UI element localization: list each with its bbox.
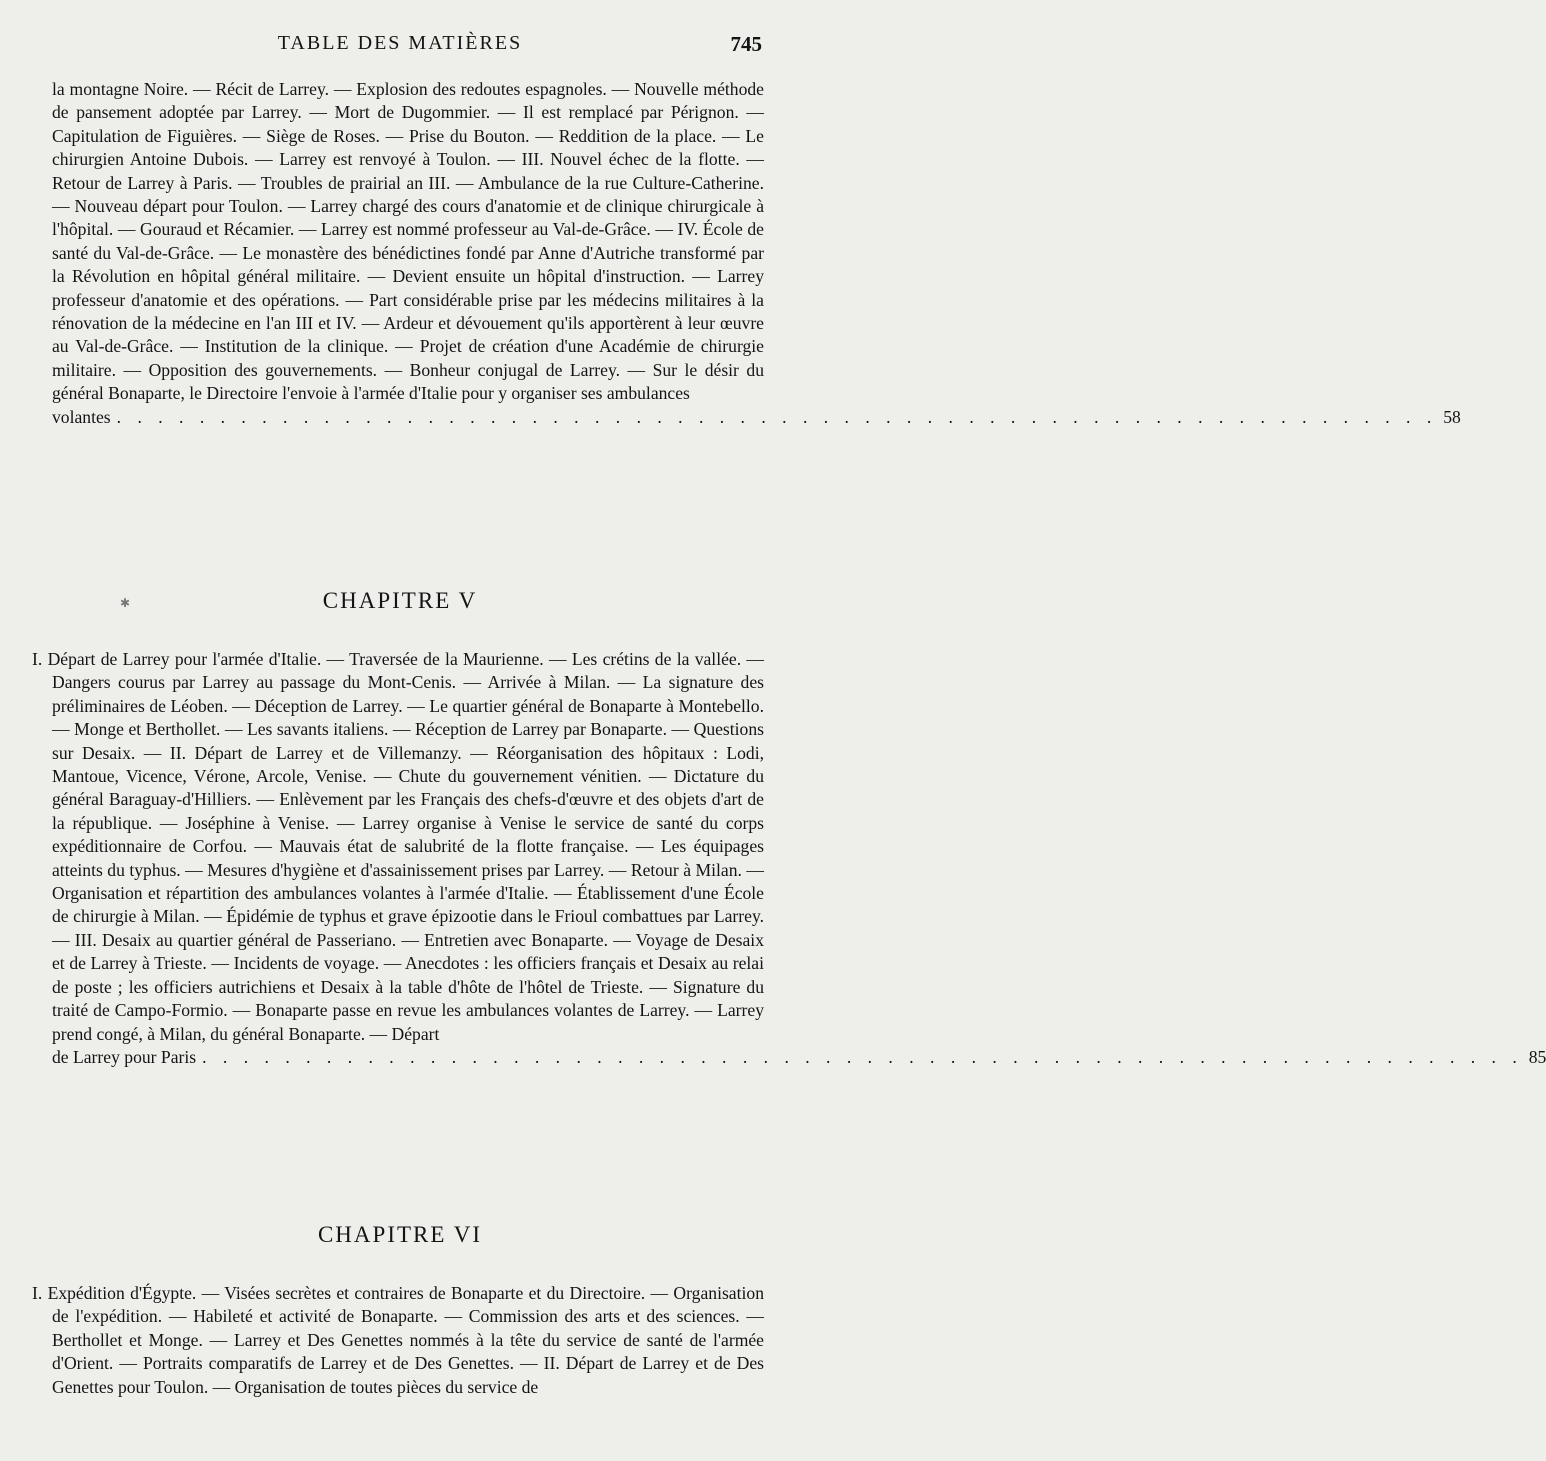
toc-entry-text: la montagne Noire. — Récit de Larrey. — Explosion des redoutes espagnoles. — Nouvelle méthode de pansement adoptée par Larrey. — Mort de Dugommier. — Il est remplacé par Pérignon. — Capitulation de Figuières. — Siège de Roses. — Prise du Bouton. — Reddition de la place. — Le chirurgien Antoine Dubois. — Larrey est renvoyé à Toulon. — III. Nouvel échec de la flotte. — Retour de Larrey à Paris. — Troubles de prairial an III. — Ambulance de la rue Culture-Catherine. — Nouveau départ pour Toulon. — Larrey chargé des cours d'anatomie et de clinique chirurgicale à l'hôpital. — Gouraud et Récamier. — Larrey est nommé professeur au Val-de-Grâce. — IV. École de santé du Val-de-Grâce. — Le monastère des bénédictines fondé par Anne d'Autriche transformé par la Révolution en hôpital général militaire. — Devient ensuite un hôpital d'instruction. — Larrey professeur d'anatomie et des opérations. — Part considérable prise par les médecins militaires à la rénovation de la médecine en l'an III et IV. — Ardeur et dévouement qu'ils apportèrent à leur œuvre au Val-de-Grâce. — Institution de la clinique. — Projet de création d'une Académie de chirurgie militaire. — Opposition des gouvernements. — Bonheur conjugal de Larrey. — Sur le désir du général Bonaparte, le Directoire l'envoie à l'armée d'Italie pour y organiser ses ambulances (52, 79, 764, 404)
page-number: 745 (730, 32, 762, 56)
toc-entry-chapter-5 (32, 648, 1546, 1069)
toc-entry-text: I. Départ de Larrey pour l'armée d'Italie. — Traversée de la Maurienne. — Les crétins de la vallée. — Dangers courus par Larrey au passage du Mont-Cenis. — Arrivée à Milan. — La signature des préliminaires de Léoben. — Déception de Larrey. — Le quartier général de Bonaparte à Montebello. — Monge et Berthollet. — Les savants italiens. — Réception de Larrey par Bonaparte. — Questions sur Desaix. — II. Départ de Larrey et de Villemanzy. — Réorganisation des hôpitaux : Lodi, Mantoue, Vicence, Vérone, Arcole, Venise. — Chute du gouvernement vénitien. — Dictature du général Baraguay-d'Hilliers. — Enlèvement par les Français des chefs-d'œuvre et des objets d'art de la république. — Joséphine à Venise. — Larrey organise à Venise le service de santé du corps expéditionnaire de Corfou. — Mauvais état de salubrité de la flotte française. — Les équipages atteints du typhus. — Mesures d'hygiène et d'assainissement prises par Larrey. — Retour à Milan. — Organisation et répartition des ambulances volantes à l'armée d'Italie. — Établissement d'une École de chirurgie à Milan. — Épidémie de typhus et grave épizootie dans le Frioul combattues par Larrey. — III. Desaix au quartier général de Passeriano. — Entretien avec Bonaparte. — Voyage de Desaix et de Larrey à Trieste. — Incidents de voyage. — Anecdotes : les officiers français et Desaix au relai de poste ; les officiers autrichiens et Desaix à la table d'hôte de l'hôtel de Trieste. — Signature du traité de Campo-Formio. — Bonaparte passe en revue les ambulances volantes de Larrey. — Larrey prend congé, à Milan, du général Bonaparte. — Départ (32, 649, 764, 1044)
chapter-heading: CHAPITRE V (322, 588, 478, 613)
running-title: TABLE DES MATIÈRES (277, 32, 523, 54)
toc-leader-line (52, 1046, 1546, 1069)
toc-leader-line (52, 406, 1461, 429)
toc-page-ref: 85 (1528, 1046, 1546, 1067)
toc-entry-text: I. Expédition d'Égypte. — Visées secrètes et contraires de Bonaparte et du Directoire. — Organisation de l'expédition. — Habileté et activité de Bonaparte. — Commission des arts et des sciences. — Berthollet et Monge. — Larrey et Des Genettes nommés à la tête du service de santé de l'armée d'Orient. — Portraits comparatifs de Larrey et de Des Genettes. — II. Départ de Larrey et de Des Genettes pour Toulon. — Organisation de toutes pièces du service de (32, 1283, 764, 1397)
running-header (0, 32, 800, 62)
toc-entry-previous-chapter (52, 78, 1461, 429)
chapter-heading: CHAPITRE VI (317, 1222, 483, 1247)
toc-entry-last-line: de Larrey pour Paris (52, 1046, 197, 1067)
toc-entry-chapter-6 (32, 1282, 764, 1399)
dot-leader: . . . . . . . . . . . . . . . . . . . . . . . . . . . . . . . . . . . . . . . . . . . . . . . . . . . . . . . . . . . . . . . . (202, 1046, 1523, 1067)
toc-entry-last-line: volantes (52, 406, 111, 427)
print-speck: ✱ (120, 596, 131, 610)
toc-page-ref: 58 (1443, 406, 1461, 427)
dot-leader: . . . . . . . . . . . . . . . . . . . . . . . . . . . . . . . . . . . . . . . . . . . . . . . . . . . . . . . . . . . . . . . . (116, 406, 1438, 427)
